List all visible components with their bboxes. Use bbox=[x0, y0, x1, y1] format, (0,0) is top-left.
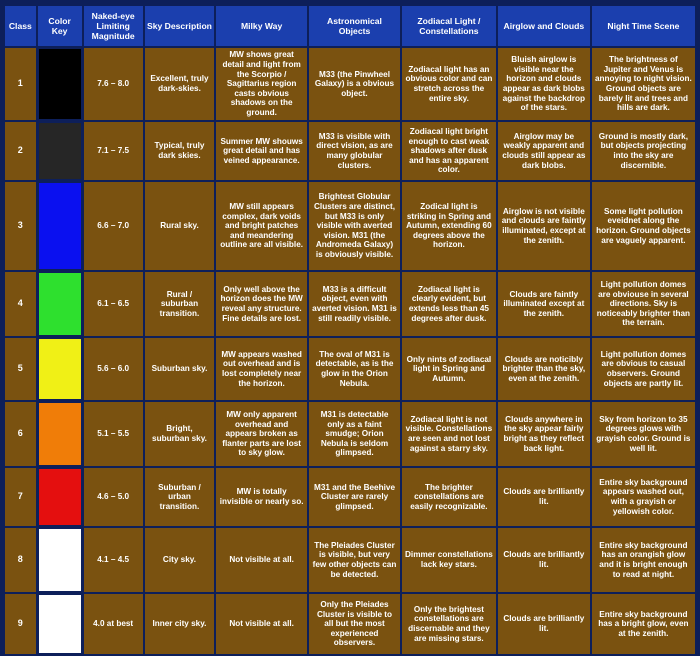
milky-way-cell: Only well above the horizon does the MW reveal any structure. Fine details are lost. bbox=[216, 272, 307, 336]
airglow-cell: Clouds are faintly illuminated except at the zenith. bbox=[498, 272, 590, 336]
magnitude-cell: 7.1 – 7.5 bbox=[84, 122, 143, 180]
magnitude-cell: 4.1 – 4.5 bbox=[84, 528, 143, 592]
airglow-cell: Bluish airglow is visible near the horizon and clouds appear as dark blobs against the backdrop of the stars. bbox=[498, 48, 590, 120]
airglow-cell: Airglow is not visible and clouds are faintly illuminated, except at the zenith. bbox=[498, 182, 590, 270]
night-scene-cell: Light pollution domes are obviouse in several directions. Sky is noticeably brighter than the terrain. bbox=[592, 272, 695, 336]
zodiacal-light-cell: Zodiacal light is clearly evident, but extends less than 45 degrees after dusk. bbox=[402, 272, 496, 336]
night-scene-cell: Entire sky background appears washed out, with a grayish or yellowish color. bbox=[592, 468, 695, 526]
sky-description-cell: Rural / suburban transition. bbox=[145, 272, 214, 336]
header-class: Class bbox=[5, 6, 36, 46]
astronomical-objects-cell: M33 (the Pinwheel Galaxy) is a obvious object. bbox=[309, 48, 400, 120]
zodiacal-light-cell: Dimmer constellations lack key stars. bbox=[402, 528, 496, 592]
astronomical-objects-cell: The oval of M31 is detectable, as is the glow in the Orion Nebula. bbox=[309, 338, 400, 400]
sky-description-cell: Suburban sky. bbox=[145, 338, 214, 400]
milky-way-cell: MW only apparent overhead and appears broken as flanter parts are lost to sky glow. bbox=[216, 402, 307, 466]
class-cell: 5 bbox=[5, 338, 36, 400]
header-row bbox=[5, 6, 695, 46]
class-cell: 2 bbox=[5, 122, 36, 180]
airglow-cell: Airglow may be weakly apparent and clouds still appear as dark blobs. bbox=[498, 122, 590, 180]
astronomical-objects-cell: M33 is a difficult object, even with averted vision. M31 is still readily visible. bbox=[309, 272, 400, 336]
sky-description-cell: Suburban / urban transition. bbox=[145, 468, 214, 526]
color-swatch bbox=[38, 402, 82, 466]
table-row bbox=[5, 122, 695, 180]
header-zodiacal-light: Zodiacal Light / Constellations bbox=[402, 6, 496, 46]
table-row bbox=[5, 338, 695, 400]
astronomical-objects-cell: The Pleiades Cluster is visible, but very few other objects can be detected. bbox=[309, 528, 400, 592]
color-swatch bbox=[38, 272, 82, 336]
astronomical-objects-cell: M31 and the Beehive Cluster are rarely glimpsed. bbox=[309, 468, 400, 526]
sky-description-cell: Inner city sky. bbox=[145, 594, 214, 654]
zodiacal-light-cell: Zodical light is striking in Spring and Autumn, extending 60 degrees above the horizon. bbox=[402, 182, 496, 270]
sky-description-cell: Typical, truly dark skies. bbox=[145, 122, 214, 180]
header-night-scene: Night Time Scene bbox=[592, 6, 695, 46]
night-scene-cell: Entire sky background has a bright glow, even at the zenith. bbox=[592, 594, 695, 654]
table-row bbox=[5, 402, 695, 466]
table-row bbox=[5, 182, 695, 270]
magnitude-cell: 5.6 – 6.0 bbox=[84, 338, 143, 400]
magnitude-cell: 6.1 – 6.5 bbox=[84, 272, 143, 336]
color-swatch bbox=[38, 528, 82, 592]
milky-way-cell: Summer MW shouws great detail and has veined appearance. bbox=[216, 122, 307, 180]
table-row bbox=[5, 272, 695, 336]
astronomical-objects-cell: Only the Pleiades Cluster is visible to all but the most experienced observers. bbox=[309, 594, 400, 654]
night-scene-cell: Sky from horizon to 35 degrees glows with grayish color. Ground is well lit. bbox=[592, 402, 695, 466]
class-cell: 1 bbox=[5, 48, 36, 120]
milky-way-cell: MW still appears complex, dark voids and bright patches and meandering outline are all visible. bbox=[216, 182, 307, 270]
class-cell: 7 bbox=[5, 468, 36, 526]
header-color-key: Color Key bbox=[38, 6, 82, 46]
color-swatch bbox=[38, 48, 82, 120]
milky-way-cell: MW appears washed out overhead and is lost completely near the horizon. bbox=[216, 338, 307, 400]
night-scene-cell: Entire sky background has an orangish glow and it is bright enough to read at night. bbox=[592, 528, 695, 592]
class-cell: 9 bbox=[5, 594, 36, 654]
zodiacal-light-cell: Zodiacal light is not visible. Constellations are seen and not lost against a starry sky. bbox=[402, 402, 496, 466]
airglow-cell: Clouds anywhere in the sky appear fairly bright as they reflect back light. bbox=[498, 402, 590, 466]
color-swatch bbox=[38, 594, 82, 654]
airglow-cell: Clouds are brilliantly lit. bbox=[498, 468, 590, 526]
zodiacal-light-cell: Zodiacal light bright enough to cast weak shadows after dusk and has an apparent color. bbox=[402, 122, 496, 180]
color-swatch bbox=[38, 122, 82, 180]
magnitude-cell: 4.0 at best bbox=[84, 594, 143, 654]
bortle-table bbox=[3, 4, 697, 656]
astronomical-objects-cell: M33 is visible with direct vision, as are many globular clusters. bbox=[309, 122, 400, 180]
header-sky-description: Sky Description bbox=[145, 6, 214, 46]
magnitude-cell: 7.6 – 8.0 bbox=[84, 48, 143, 120]
color-swatch bbox=[38, 338, 82, 400]
table-row bbox=[5, 468, 695, 526]
table-row bbox=[5, 528, 695, 592]
color-swatch bbox=[38, 182, 82, 270]
sky-description-cell: City sky. bbox=[145, 528, 214, 592]
night-scene-cell: Light pollution domes are obvious to casual observers. Ground objects are partly lit. bbox=[592, 338, 695, 400]
airglow-cell: Clouds are noticibly brighter than the sky, even at the zenith. bbox=[498, 338, 590, 400]
astronomical-objects-cell: Brightest Globular Clusters are distinct, but M33 is only visible with averted vision. M31 (the Andromeda Galaxy) is obviously visible. bbox=[309, 182, 400, 270]
sky-description-cell: Bright, suburban sky. bbox=[145, 402, 214, 466]
astronomical-objects-cell: M31 is detectable only as a faint smudge; Orion Nebula is seldom glimpsed. bbox=[309, 402, 400, 466]
class-cell: 4 bbox=[5, 272, 36, 336]
table-row bbox=[5, 48, 695, 120]
magnitude-cell: 4.6 – 5.0 bbox=[84, 468, 143, 526]
zodiacal-light-cell: Zodiacal light has an obvious color and can stretch across the entire sky. bbox=[402, 48, 496, 120]
zodiacal-light-cell: Only nints of zodiacal light in Spring and Autumn. bbox=[402, 338, 496, 400]
zodiacal-light-cell: The brighter constellations are easily recognizable. bbox=[402, 468, 496, 526]
color-swatch bbox=[38, 468, 82, 526]
sky-description-cell: Excellent, truly dark-skies. bbox=[145, 48, 214, 120]
class-cell: 6 bbox=[5, 402, 36, 466]
airglow-cell: Clouds are brilliantly lit. bbox=[498, 528, 590, 592]
milky-way-cell: Not visible at all. bbox=[216, 594, 307, 654]
airglow-cell: Clouds are brilliantly lit. bbox=[498, 594, 590, 654]
table-row bbox=[5, 594, 695, 654]
zodiacal-light-cell: Only the brightest constellations are discernable and they are missing stars. bbox=[402, 594, 496, 654]
milky-way-cell: MW is totally invisible or nearly so. bbox=[216, 468, 307, 526]
night-scene-cell: Ground is mostly dark, but objects projecting into the sky are discernible. bbox=[592, 122, 695, 180]
sky-description-cell: Rural sky. bbox=[145, 182, 214, 270]
header-astronomical-objects: Astronomical Objects bbox=[309, 6, 400, 46]
header-magnitude: Naked-eye Limiting Magnitude bbox=[84, 6, 143, 46]
header-airglow: Airglow and Clouds bbox=[498, 6, 590, 46]
class-cell: 3 bbox=[5, 182, 36, 270]
milky-way-cell: MW shows great detail and light from the Scorpio / Sagittarius region casts obvious shadows on the ground. bbox=[216, 48, 307, 120]
night-scene-cell: The brightness of Jupiter and Venus is annoying to night vision. Ground objects are barely lit and trees and hills are dark. bbox=[592, 48, 695, 120]
magnitude-cell: 5.1 – 5.5 bbox=[84, 402, 143, 466]
milky-way-cell: Not visible at all. bbox=[216, 528, 307, 592]
night-scene-cell: Some light pollution eveidnet along the horizon. Ground objects are vaguely apparent. bbox=[592, 182, 695, 270]
class-cell: 8 bbox=[5, 528, 36, 592]
header-milky-way: Milky Way bbox=[216, 6, 307, 46]
magnitude-cell: 6.6 – 7.0 bbox=[84, 182, 143, 270]
